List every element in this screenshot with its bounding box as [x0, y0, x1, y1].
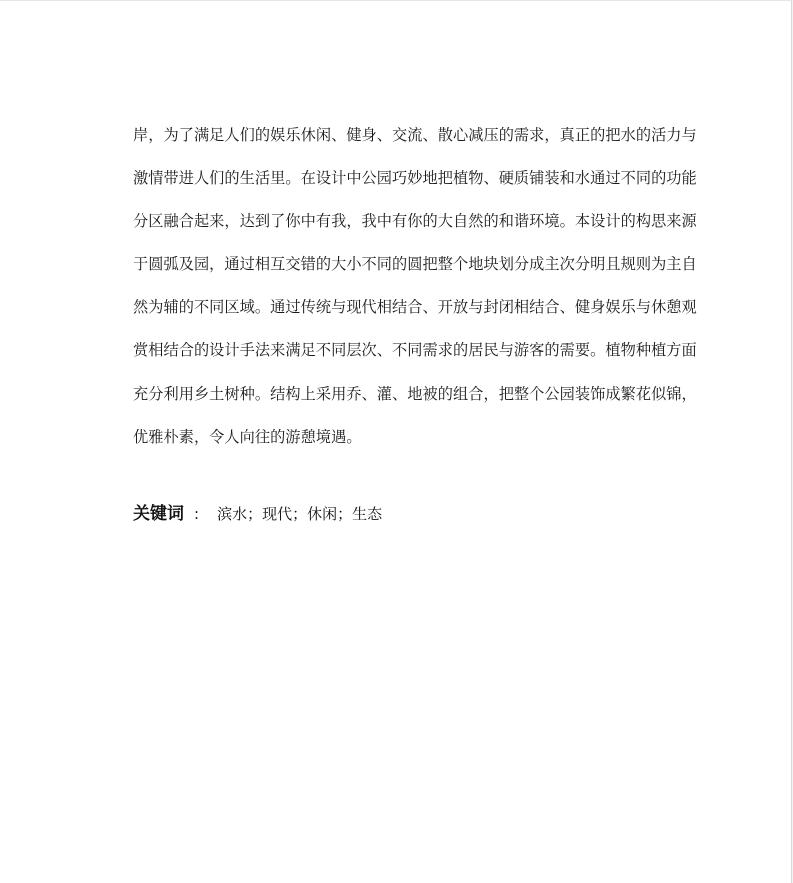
- abstract-paragraph: [133, 114, 723, 459]
- keywords-label: 关键词: [133, 504, 184, 524]
- paragraph-line: 然为辅的不同区域。通过传统与现代相结合、开放与封闭相结合、健身娱乐与休憩观: [133, 298, 697, 317]
- paragraph-line: 激情带进人们的生活里。在设计中公园巧妙地把植物、硬质铺装和水通过不同的功能: [133, 169, 697, 188]
- paragraph-line: 充分利用乡土树种。结构上采用乔、灌、地被的组合，把整个公园装饰成繁花似锦，: [133, 384, 697, 403]
- paragraph-line: 岸，为了满足人们的娱乐休闲、健身、交流、散心减压的需求，真正的把水的活力与: [133, 126, 697, 144]
- keywords-row: [133, 499, 382, 524]
- keywords-colon: :: [194, 505, 200, 523]
- paragraph-line: 分区融合起来，达到了你中有我，我中有你的大自然的和谐环境。本设计的构思来源: [133, 212, 697, 231]
- keywords-values: 滨水；现代；休闲；生态: [217, 505, 383, 523]
- paragraph-line: 于圆弧及园，通过相互交错的大小不同的圆把整个地块划分成主次分明且规则为主自: [133, 255, 697, 274]
- paragraph-line: 赏相结合的设计手法来满足不同层次、不同需求的居民与游客的需要。植物种植方面: [133, 341, 697, 360]
- paragraph-line: 优雅朴素，令人向往的游憩境遇。: [133, 427, 362, 446]
